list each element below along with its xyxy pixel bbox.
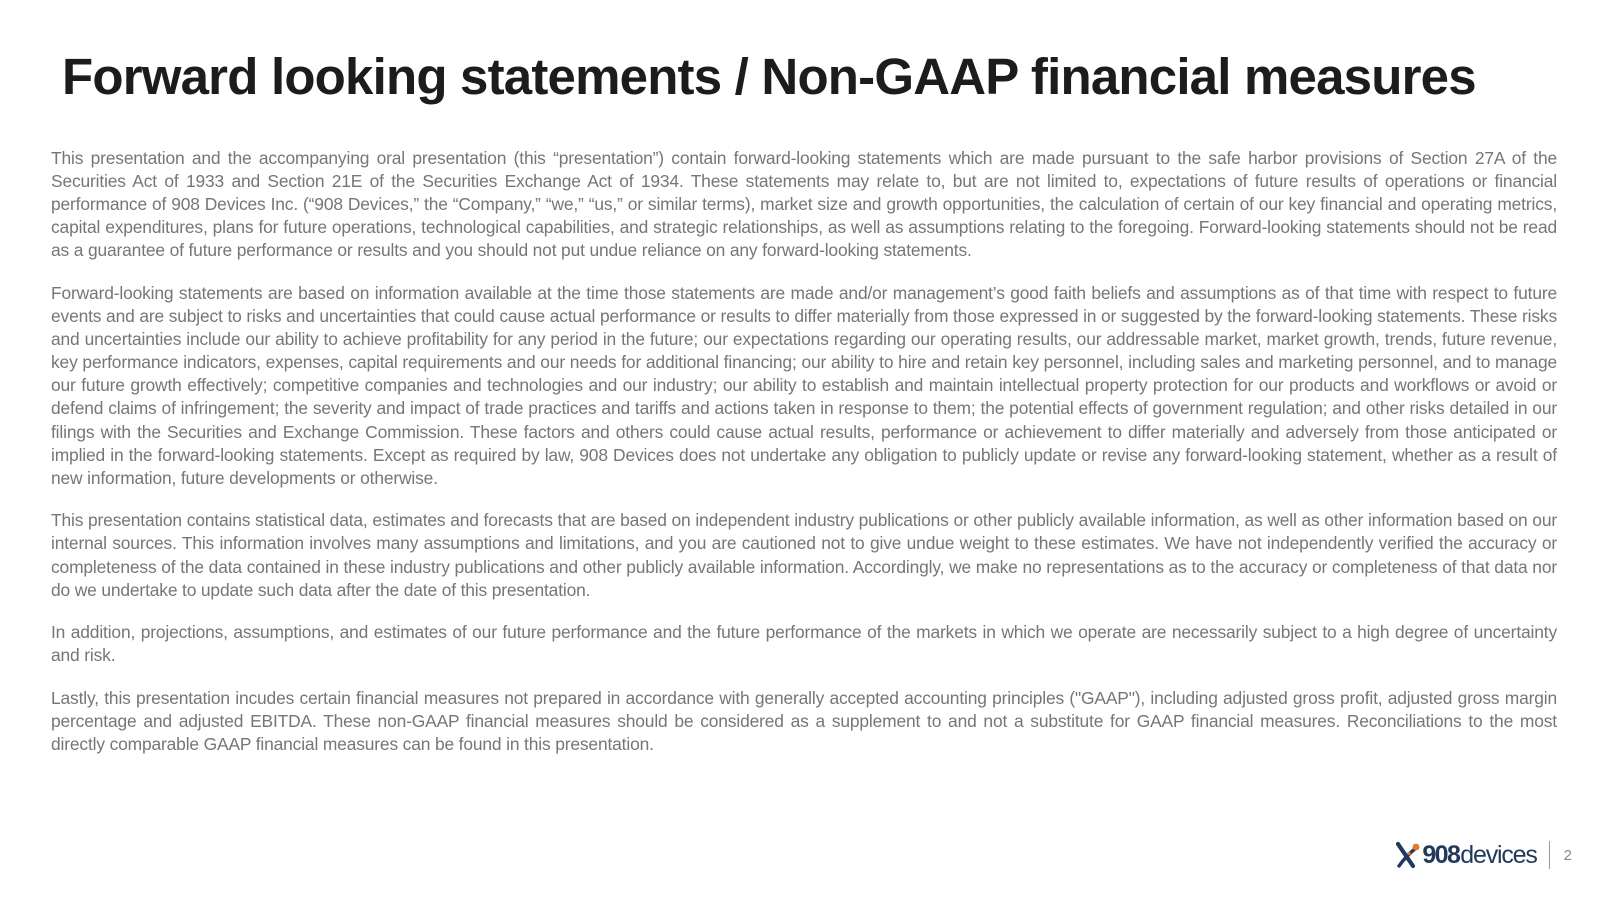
footer-divider (1549, 841, 1550, 869)
paragraph-non-gaap: Lastly, this presentation incudes certain financial measures not prepared in accordance with generally accepted accounting principles ("GAAP"), including adjusted gross profit, adjusted gross margin percentage and adjusted EBITDA. These non-GAAP financial measures should be considered as a supplement to and not a substitute for GAAP financial measures. Reconciliations to the most directly comparable GAAP financial measures can be found in this presentation. (51, 687, 1557, 755)
slide-footer (1394, 838, 1572, 872)
paragraph-projections: In addition, projections, assumptions, and estimates of our future performance and the future performance of the markets in which we operate are necessarily subject to a high degree of uncertainty and risk. (51, 622, 1557, 666)
paragraph-risks-uncertainties: Forward-looking statements are based on information available at the time those statements are made and/or management’s good faith beliefs and assumptions as of that time with respect to future events and are subject to risks and uncertainties that could cause actual performance or results to differ materially from those expressed in or suggested by the forward-looking statements. These risks and uncertainties include our ability to achieve profitability for any period in the future; our expectations regarding our operating results, our addressable market, market growth, trends, future revenue, key performance indicators, expenses, capital requirements and our needs for additional financing; our ability to hire and retain key personnel, including sales and marketing personnel, and to manage our future growth effectively; competitive companies and technologies and our industry; our ability to establish and maintain intellectual property protection for our products and workflows or avoid or defend claims of infringement; the severity and impact of trade practices and tariffs and actions taken in response to them; the potential effects of government regulation; and other risks detailed in our filings with the Securities and Exchange Commission. These factors and others could cause actual results, performance or achievement to differ materially and adversely from those anticipated or implied in the forward-looking statements. Except as required by law, 908 Devices does not undertake any obligation to publicly update or revise any forward-looking statement, whether as a result of new information, future developments or otherwise. (51, 282, 1557, 488)
page-number: 2 (1563, 846, 1572, 864)
logo-word: devices (1460, 840, 1537, 869)
page-title: Forward looking statements / Non-GAAP financial measures (62, 48, 1476, 105)
logo-number: 908 (1422, 840, 1460, 869)
paragraph-forward-looking-intro: This presentation and the accompanying oral presentation (this “presentation”) contain forward-looking statements which are made pursuant to the safe harbor provisions of Section 27A of the Securities Act of 1933 and Section 21E of the Securities Exchange Act of 1934. These statements may relate to, but are not limited to, expectations of future results of operations or financial performance of 908 Devices Inc. (“908 Devices,” the “Company,” “we,” “us,” or similar terms), market size and growth opportunities, the calculation of certain of our key financial and operating metrics, capital expenditures, plans for future operations, technological capabilities, and strategic relationships, as well as assumptions relating to the foregoing. Forward-looking statements should not be read as a guarantee of future performance or results and you should not put undue reliance on any forward-looking statements. (51, 148, 1557, 261)
company-logo (1394, 838, 1536, 872)
paragraph-statistical-data: This presentation contains statistical data, estimates and forecasts that are based on independent industry publications or other publicly available information, as well as other information based on our internal sources. This information involves many assumptions and limitations, and you are cautioned not to give undue weight to these estimates. We have not independently verified the accuracy or completeness of the data contained in these industry publications and other publicly available information. Accordingly, we make no representations as to the accuracy or completeness of that data nor do we undertake to update such data after the date of this presentation. (51, 510, 1557, 600)
disclaimer-body (51, 147, 1557, 776)
908-devices-mark-icon (1394, 841, 1424, 869)
